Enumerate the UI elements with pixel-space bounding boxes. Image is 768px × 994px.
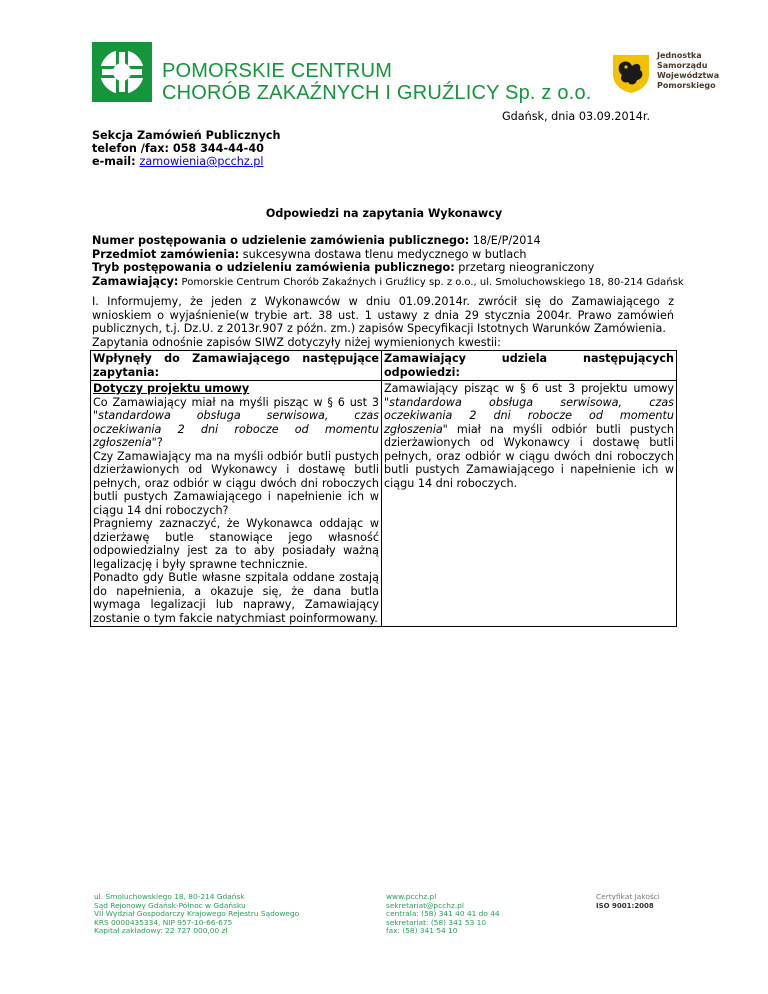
question-heading: Dotyczy projektu umowy xyxy=(93,382,250,395)
region-line: Samorządu xyxy=(657,61,708,70)
footer-line: centrala: (58) 341 40 41 do 44 xyxy=(386,909,500,919)
email-link[interactable]: zamowienia@pcchz.pl xyxy=(139,155,264,168)
document-title: Odpowiedzi na zapytania Wykonawcy xyxy=(265,207,503,220)
footer-website[interactable]: www.pcchz.pl xyxy=(386,892,437,901)
region-label xyxy=(657,51,719,91)
footer-line: VII Wydział Gospodarczy Krajowego Rejestru Sądowego xyxy=(94,909,300,919)
question-paragraph: Czy Zamawiający ma na myśli odbiór butli pustych dzierżawionych od Wykonawcy i dostawę butli pełnych, oraz odbiór w ciągu dwóch dni roboczych butli pustych Zamawiającego i napełnienie ich w ciągu 14 dni roboczych? xyxy=(93,449,379,517)
table-row xyxy=(91,381,677,627)
document-date: Gdańsk, dnia 03.09.2014r. xyxy=(502,110,651,123)
meta-number: Numer postępowania o udzielenie zamówienia publicznego: 18/E/P/2014 xyxy=(92,234,541,247)
company-logo xyxy=(92,42,152,102)
answers-header: Zamawiający udziela następujących odpowiedzi: xyxy=(382,351,677,381)
qa-table xyxy=(90,350,677,627)
footer-contacts xyxy=(386,893,500,936)
company-logo-icon xyxy=(92,42,152,102)
email-label: e-mail: xyxy=(92,155,140,168)
intro-paragraph: I. Informujemy, że jeden z Wykonawców w dniu 01.09.2014r. zwrócił się do Zamawiającego z wnioskiem o wyjaśnienie(w trybie art. 38 ust. 1 ustawy z dnia 29 stycznia 2004r. Prawo zamówień publicznych, t.j. Dz.U. z 2013r.907 z późn. zm.) zapisów Specyfikacji Istotnych Warunków Zamówienia. xyxy=(92,295,674,335)
footer-line: KRS 0000435334, NIP 957-10-66-675 xyxy=(94,917,233,927)
question-paragraph: Co Zamawiający miał na myśli pisząc w § 6 ust 3 "standardowa obsługa serwisowa, czas oczekiwania 2 dni robocze od momentu zgłoszenia"? xyxy=(93,395,379,449)
footer-line: Sąd Rejonowy Gdańsk-Północ w Gdańsku xyxy=(94,900,246,910)
region-crest-icon xyxy=(610,52,652,94)
footer-certificate xyxy=(596,893,660,910)
intro-text xyxy=(92,295,674,349)
section-phone: telefon /fax: 058 344-44-40 xyxy=(92,142,264,155)
section-email-row xyxy=(92,155,280,168)
footer-address xyxy=(94,893,299,936)
procedure-meta xyxy=(92,234,684,289)
org-name-line1: POMORSKIE CENTRUM xyxy=(162,60,393,82)
region-line: Jednostka xyxy=(657,51,702,60)
region-line: Województwa xyxy=(657,71,720,80)
question-cell xyxy=(91,381,382,627)
intro-paragraph: Zapytania odnośnie zapisów SIWZ dotyczyły niżej wymienionych kwestii: xyxy=(92,335,501,349)
meta-buyer: Zamawiający: Pomorskie Centrum Chorób Zakaźnych i Gruźlicy sp. z o.o., ul. Smoluchowskiego 18, 80-214 Gdańsk xyxy=(92,274,684,288)
footer-line: ul. Smoluchowskiego 18, 80-214 Gdańsk xyxy=(94,892,245,901)
answer-cell xyxy=(382,381,677,627)
region-line: Pomorskiego xyxy=(657,81,716,90)
answer-paragraph: Zamawiający pisząc w § 6 ust 3 projektu umowy "standardowa obsługa serwisowa, czas oczekiwania 2 dni robocze od momentu zgłoszenia" miał na myśli odbiór butli pustych dzierżawionych od Wykonawcy i dostawę butli pełnych, oraz odbiór w ciągu dwóch dni roboczych butli pustych Zamawiającego i napełnienie ich w ciągu 14 dni roboczych. xyxy=(384,382,674,490)
footer-email[interactable]: sekretariat@pcchz.pl xyxy=(386,900,464,910)
certificate-label: Certyfikat Jakości xyxy=(596,892,660,901)
meta-mode: Tryb postępowania o udzieleniu zamówienia publicznego: przetarg nieograniczony xyxy=(92,261,595,274)
section-contact xyxy=(92,129,280,168)
question-paragraph: Ponadto gdy Butle własne szpitala oddane zostają do napełnienia, a okazuje się, że dana butla wymaga legalizacji lub naprawy, Zamawiający zostanie o tym fakcie natychmiast poinformowany. xyxy=(93,571,379,625)
section-name: Sekcja Zamówień Publicznych xyxy=(92,129,281,142)
org-name-line2: CHORÓB ZAKAŹNYCH I GRUŹLICY Sp. z o.o. xyxy=(162,82,592,104)
footer-line: sekretariat: (58) 341 53 10 xyxy=(386,917,487,927)
questions-header: Wpłynęły do Zamawiającego następujące zapytania: xyxy=(91,351,382,381)
table-header-row xyxy=(91,351,677,381)
meta-subject: Przedmiot zamówienia: sukcesywna dostawa tlenu medycznego w butlach xyxy=(92,247,527,261)
question-paragraph: Pragniemy zaznaczyć, że Wykonawca oddając w dzierżawę butle stanowiące jego własność odpowiedzialny jest za to aby posiadały ważną legalizację i były sprawne technicznie. xyxy=(93,517,379,571)
iso-label: ISO 9001:2008 xyxy=(596,901,654,910)
footer-line: fax: (58) 341 54 10 xyxy=(386,926,458,936)
footer-line: Kapitał zakładowy: 22 727 000,00 zł xyxy=(94,926,228,936)
